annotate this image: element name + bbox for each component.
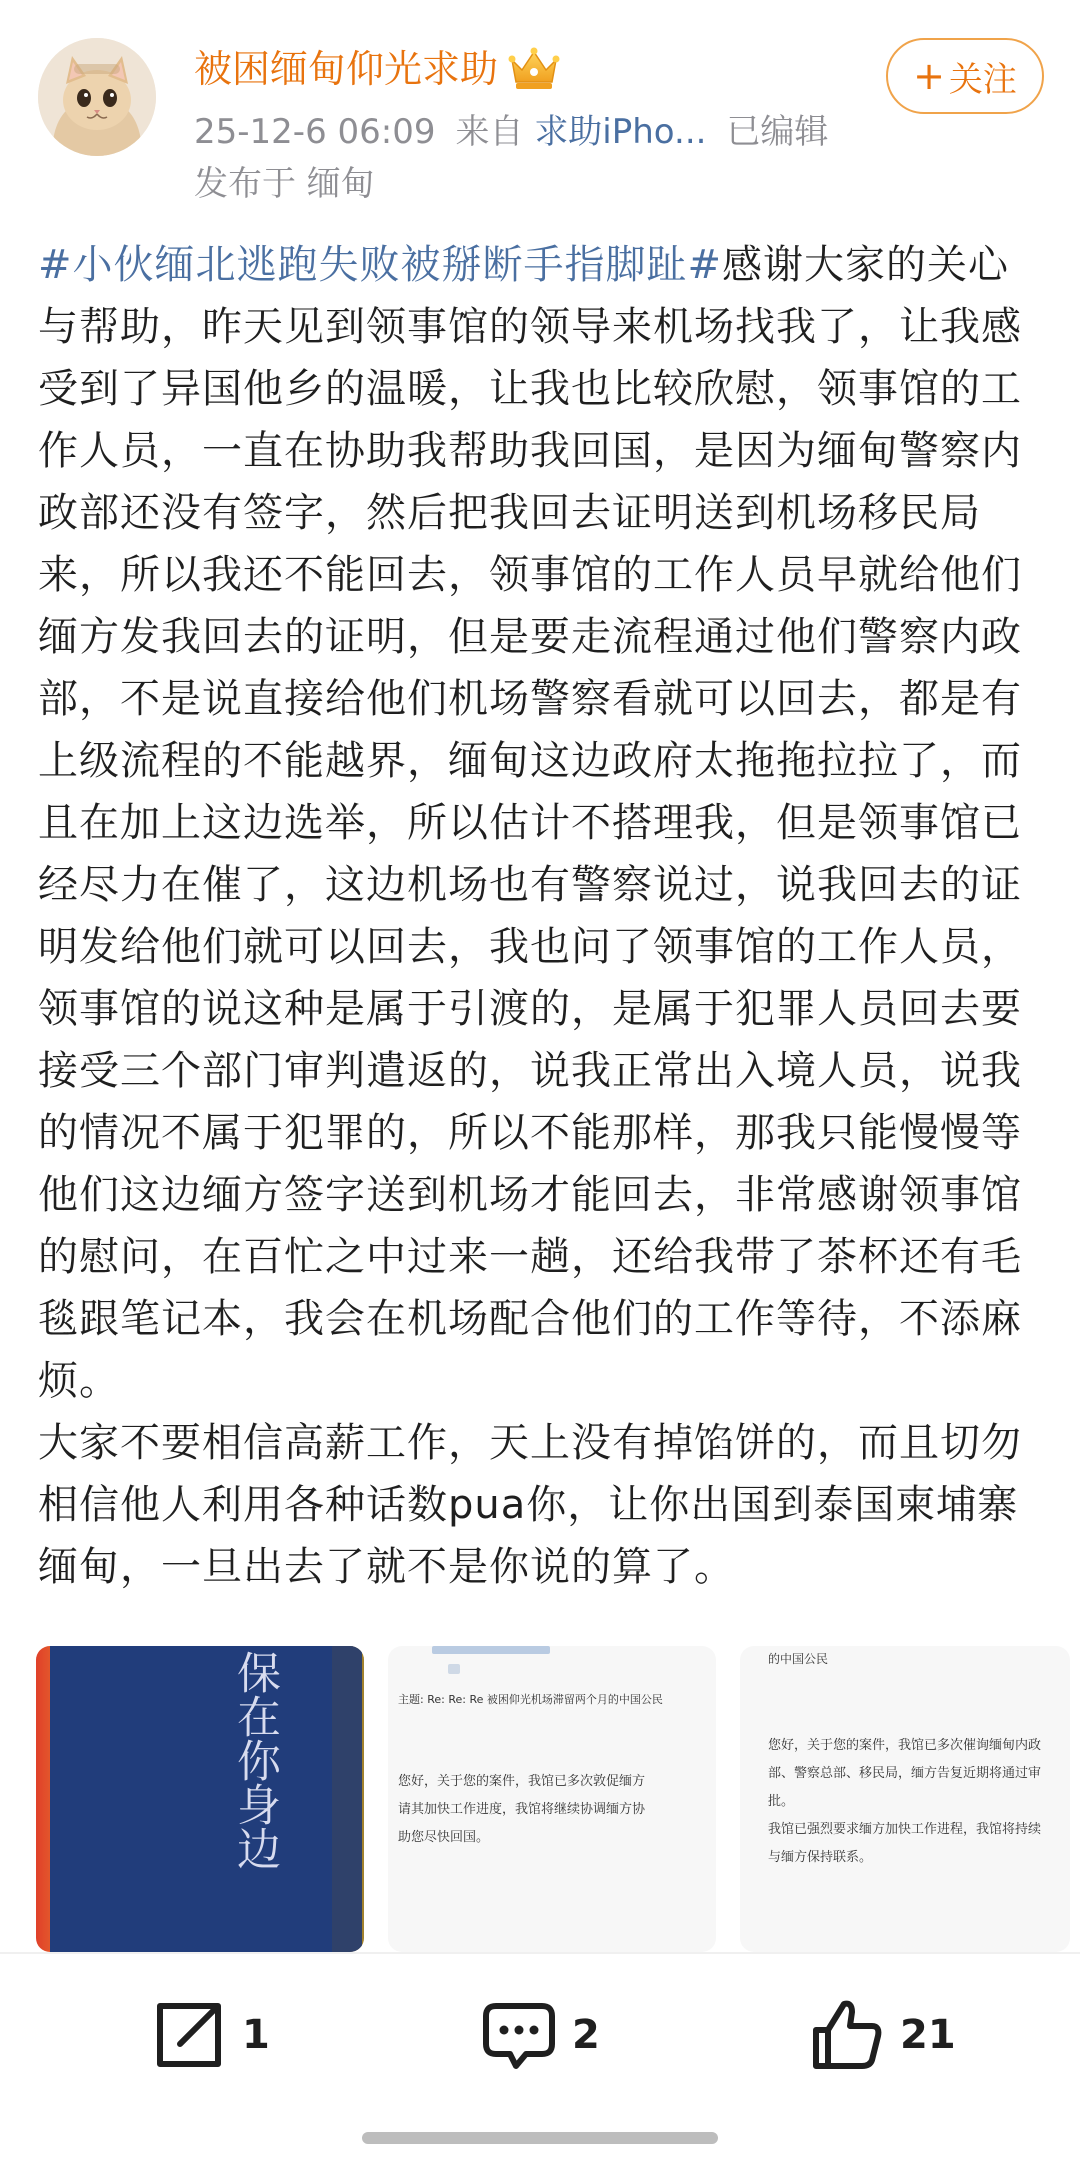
email-2-top-line: 的中国公民 [768,1652,829,1666]
post-paragraph-1 [38,234,1046,1412]
post-paragraph-2: 大家不要相信高薪工作，天上没有掉馅饼的，而且切勿相信他人利用各种话数pua你，让你出国到泰国柬埔寨缅甸，一旦出去了就不是你说的算了。 [38,1420,1022,1590]
image-grid [36,1646,1044,1952]
photo-email-2[interactable] [740,1646,1070,1952]
follow-label: 关注 [948,59,1017,100]
share-icon [150,1996,228,2074]
username[interactable]: 被困缅甸仰光求助 [194,47,499,91]
comment-button[interactable] [480,1985,600,2085]
hashtag-link[interactable]: #小伙缅北逃跑失败被掰断手指脚趾# [38,242,723,288]
edited-label: 已编辑 [726,112,829,152]
notebook-image [36,1646,364,1952]
post-meta [194,108,828,156]
notebook-cover-text: 保在你身边 [229,1650,280,1870]
divider [0,1952,1080,1954]
email-1-line-2: 请其加快工作进度，我馆将继续协调缅方协 [398,1802,646,1817]
post-location: 发布于 缅甸 [194,164,375,204]
email-2-line-5: 与缅方保持联系。 [768,1850,873,1865]
email-1-subject: 主题: Re: Re: Re 被困仰光机场滞留两个月的中国公民 [398,1693,663,1706]
email-2-line-1: 您好，关于您的案件，我馆已多次催询缅甸内政 [768,1738,1042,1753]
email-1-line-1: 您好，关于您的案件，我馆已多次敦促缅方 [398,1774,646,1789]
share-button[interactable] [150,1985,270,2085]
share-count: 1 [242,2012,270,2058]
post-source-link[interactable]: 求助iPho... [534,112,707,152]
cat-avatar-icon [38,38,156,156]
avatar[interactable] [38,38,156,156]
action-bar [0,1985,1080,2085]
source-prefix: 来自 [455,112,524,152]
follow-button[interactable] [886,38,1044,114]
email-2-line-4: 我馆已强烈要求缅方加快工作进程，我馆将持续 [768,1822,1042,1837]
photo-notebook[interactable] [36,1646,364,1952]
email-2-line-2: 部、警察总部、移民局，缅方告复近期将通过审 [768,1766,1042,1781]
comment-icon [480,1996,558,2074]
comment-count: 2 [572,2012,600,2058]
thumbs-up-icon [808,1996,886,2074]
username-row [194,44,560,94]
post-text-1: 感谢大家的关心与帮助，昨天见到领事馆的领导来机场找我了，让我感受到了异国他乡的温暖，让我也比较欣慰，领事馆的工作人员，一直在协助我帮助我回国，是因为缅甸警察内政部还没有签字，然后把我回去证明送到机场移民局来，所以我还不能回去，领事馆的工作人员早就给他们缅方发我回去的证明，但是要走流程通过他们警察内政部，不是说直接给他们机场警察看就可以回去，都是有上级流程的不能越界，缅甸这边政府太拖拖拉拉了，而且在加上这边选举，所以估计不搭理我，但是领事馆已经尽力在催了，这边机场也有警察说过，说我回去的证明发给他们就可以回去，我也问了领事馆的工作人员，领事馆的说这种是属于引渡的，是属于犯罪人员回去要接受三个部门审判遣返的，说我正常出入境人员，说我的情况不属于犯罪的，所以不能那样，那我只能慢慢等他们这边缅方签字送到机场才能回去，非常感谢领事馆的慰问，在百忙之中过来一趟，还给我带了茶杯还有毛毯跟笔记本，我会在机场配合他们的工作等待，不添麻烦。 [38,242,1022,1404]
like-count: 21 [900,2012,956,2058]
home-indicator[interactable] [362,2132,718,2144]
photo-email-1[interactable] [388,1646,716,1952]
email-1-line-3: 助您尽快回国。 [398,1830,490,1845]
email-2-line-3: 批。 [768,1794,795,1809]
post-timestamp: 25-12-6 06:09 [194,112,436,152]
like-button[interactable] [808,1985,956,2085]
crown-icon [508,46,560,92]
plus-icon: + [913,54,945,98]
post-body [38,234,1046,1598]
